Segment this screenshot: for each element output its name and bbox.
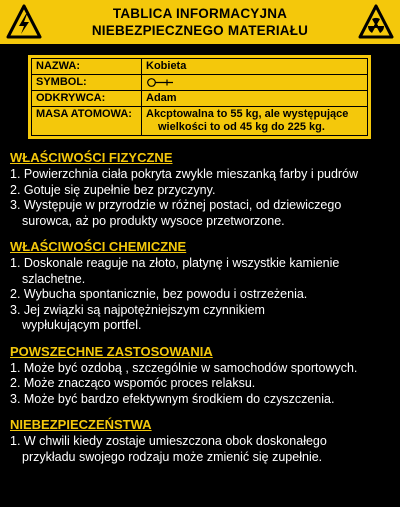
section-uses <box>10 344 400 408</box>
list-item <box>10 183 400 199</box>
section-title: NIEBEZPIECZEŃSTWA <box>10 417 152 432</box>
info-row-name <box>32 59 368 75</box>
radiation-warning-icon <box>358 4 394 40</box>
header-banner <box>0 0 400 44</box>
list-item <box>10 198 400 229</box>
item-line-cont: szlachetne. <box>22 271 86 286</box>
list-item <box>10 287 400 303</box>
section-list <box>10 434 400 465</box>
section-dangers <box>10 417 400 465</box>
list-item <box>10 434 400 465</box>
info-value: Kobieta <box>142 59 368 75</box>
title-line-2: NIEBEZPIECZNEGO MATERIAŁU <box>91 23 309 38</box>
item-line: 3. Występuje w przyrodzie w różnej postaci, od dziewiczego <box>10 198 342 212</box>
info-key: MASA ATOMOWA: <box>32 107 142 136</box>
page-title <box>48 5 352 39</box>
list-item <box>10 256 400 287</box>
item-line: 3. Może być bardzo efektywnym środkiem do czyszczenia. <box>10 391 335 406</box>
title-line-1: TABLICA INFORMACYJNA <box>112 6 288 21</box>
info-key: ODKRYWCA: <box>32 91 142 107</box>
item-line: 1. W chwili kiedy zostaje umieszczona obok doskonałego <box>10 434 327 448</box>
section-chemical <box>10 239 400 334</box>
info-key: SYMBOL: <box>32 75 142 91</box>
info-row-atomic-mass <box>32 107 368 136</box>
section-list <box>10 167 400 229</box>
section-physical <box>10 150 400 229</box>
section-list <box>10 361 400 408</box>
list-item <box>10 392 400 408</box>
info-value-line: wielkości to od 45 kg do 225 kg. <box>158 121 325 133</box>
info-value-symbol <box>142 75 368 91</box>
list-item <box>10 167 400 183</box>
item-line: 2. Wybucha spontanicznie, bez powodu i ostrzeżenia. <box>10 287 308 301</box>
info-key: NAZWA: <box>32 59 142 75</box>
item-line: 1. Powierzchnia ciała pokryta zwykle mieszanką farby i pudrów <box>10 167 359 181</box>
item-line: 2. Może znacząco wspomóc proces relaksu. <box>10 376 256 390</box>
item-line-cont: wypłukującym portfel. <box>22 318 142 332</box>
info-value: Adam <box>142 91 368 107</box>
list-item <box>10 361 400 377</box>
item-line-cont: przykładu swojego rodzaju może zmienić się zupełnie. <box>22 449 323 464</box>
section-title: POWSZECHNE ZASTOSOWANIA <box>10 343 213 359</box>
list-item <box>10 376 400 392</box>
section-title: WŁAŚCIWOŚCI CHEMICZNE <box>10 239 187 254</box>
item-line: 1. Może być ozdobą , szczególnie w samochodów sportowych. <box>10 360 358 375</box>
item-line: 3. Jej związki są najpotężniejszym czynnikiem <box>10 302 265 317</box>
info-row-discoverer <box>32 91 368 107</box>
info-table <box>28 55 371 139</box>
section-list <box>10 256 400 334</box>
item-line-cont: surowca, aż po produkty wysoce przetworzone. <box>22 213 285 228</box>
info-value <box>142 107 368 136</box>
sections <box>10 150 400 475</box>
list-item <box>10 303 400 334</box>
item-line: 2. Gotuje się zupełnie bez przyczyny. <box>10 182 216 197</box>
female-symbol-icon <box>146 77 176 88</box>
item-line: 1. Doskonale reaguje na złoto, platynę i wszystkie kamienie <box>10 256 340 270</box>
info-row-symbol <box>32 75 368 91</box>
info-value-line: Akcptowalna to 55 kg, ale występujące <box>146 108 349 120</box>
high-voltage-warning-icon <box>6 4 42 40</box>
section-title: WŁAŚCIWOŚCI FIZYCZNE <box>10 150 173 165</box>
